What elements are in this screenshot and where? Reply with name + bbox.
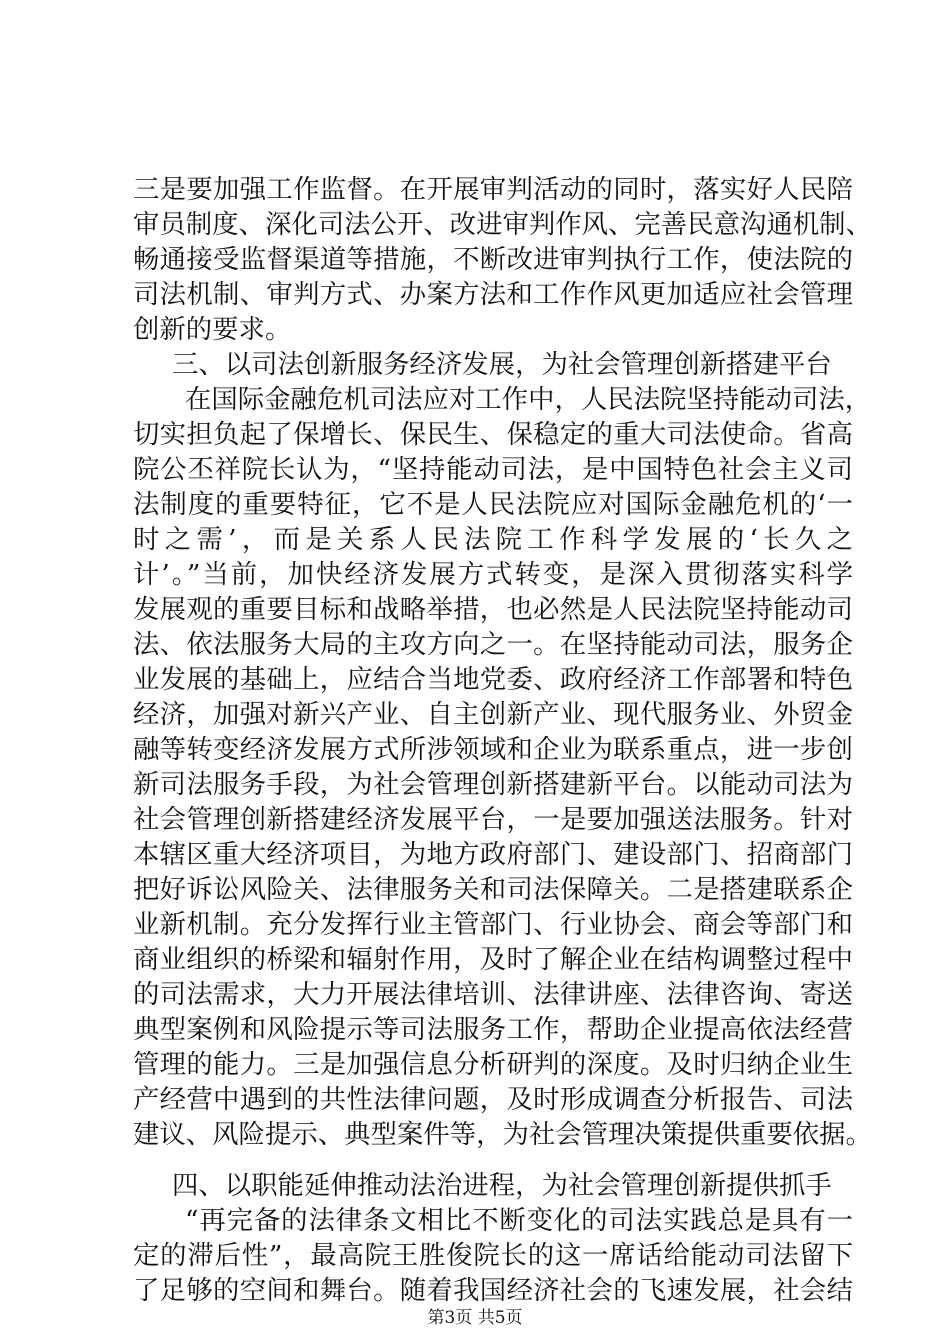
paragraph-line: 本辖区重大经济项目，为地方政府部门、建设部门、招商部门 [133, 839, 853, 870]
paragraph-line: 三是要加强工作监督。在开展审判活动的同时，落实好人民陪 [133, 174, 853, 205]
paragraph-line: 计’。”当前，加快经济发展方式转变，是深入贯彻落实科学 [133, 559, 853, 590]
paragraph-line: 发展观的重要目标和战略举措，也必然是人民法院坚持能动司 [133, 594, 853, 625]
paragraph-line: 商业组织的桥梁和辐射作用，及时了解企业在结构调整过程中 [133, 944, 853, 975]
paragraph-line: 定的滞后性”，最高院王胜俊院长的这一席话给能动司法留下 [133, 1240, 853, 1271]
paragraph-line: 业新机制。充分发挥行业主管部门、行业协会、商会等部门和 [133, 909, 853, 940]
paragraph-line: 业发展的基础上，应结合当地党委、政府经济工作部署和特色 [133, 664, 853, 695]
section-heading: 四、以职能延伸推动法治进程，为社会管理创新提供抓手 [172, 1170, 832, 1201]
paragraph-line: 了足够的空间和舞台。随着我国经济社会的飞速发展，社会结 [133, 1275, 853, 1306]
paragraph-line: 院公丕祥院长认为，“坚持能动司法，是中国特色社会主义司 [133, 454, 853, 485]
paragraph-line: 法、依法服务大局的主攻方向之一。在坚持能动司法，服务企 [133, 629, 853, 660]
paragraph-line: 创新的要求。 [133, 314, 292, 345]
paragraph-line: 在国际金融危机司法应对工作中，人民法院坚持能动司法， [185, 384, 872, 415]
paragraph-line: 司法机制、审判方式、办案方法和工作作风更加适应社会管理 [133, 279, 853, 310]
paragraph-line: 典型案例和风险提示等司法服务工作，帮助企业提高依法经营 [133, 1014, 853, 1045]
paragraph-line: 经济，加强对新兴产业、自主创新产业、现代服务业、外贸金 [133, 699, 853, 730]
paragraph-line: 管理的能力。三是加强信息分析研判的深度。及时归纳企业生 [133, 1049, 853, 1080]
section-heading: 三、以司法创新服务经济发展，为社会管理创新搭建平台 [172, 349, 832, 380]
paragraph-line: 产经营中遇到的共性法律问题，及时形成调查分析报告、司法 [133, 1084, 853, 1115]
paragraph-line: 法制度的重要特征，它不是人民法院应对国际金融危机的‘一 [133, 489, 853, 520]
paragraph-line: 时之需’，而是关系人民法院工作科学发展的‘长久之 [133, 524, 853, 555]
paragraph-line: “再完备的法律条文相比不断变化的司法实践总是具有一 [185, 1205, 853, 1236]
paragraph-line: 融等转变经济发展方式所涉领域和企业为联系重点，进一步创 [133, 734, 853, 765]
paragraph-line: 把好诉讼风险关、法律服务关和司法保障关。二是搭建联系企 [133, 874, 853, 905]
paragraph-line: 社会管理创新搭建经济发展平台，一是要加强送法服务。针对 [133, 804, 853, 835]
page-number-footer: 第3页 共5页 [427, 1308, 523, 1328]
paragraph-line: 审员制度、深化司法公开、改进审判作风、完善民意沟通机制、 [133, 209, 872, 240]
paragraph-line: 新司法服务手段，为社会管理创新搭建新平台。以能动司法为 [133, 769, 853, 800]
paragraph-line: 的司法需求，大力开展法律培训、法律讲座、法律咨询、寄送 [133, 979, 853, 1010]
paragraph-line: 切实担负起了保增长、保民生、保稳定的重大司法使命。省高 [133, 419, 853, 450]
paragraph-line: 建议、风险提示、典型案件等，为社会管理决策提供重要依据。 [133, 1119, 872, 1150]
paragraph-line: 畅通接受监督渠道等措施，不断改进审判执行工作，使法院的 [133, 244, 853, 275]
